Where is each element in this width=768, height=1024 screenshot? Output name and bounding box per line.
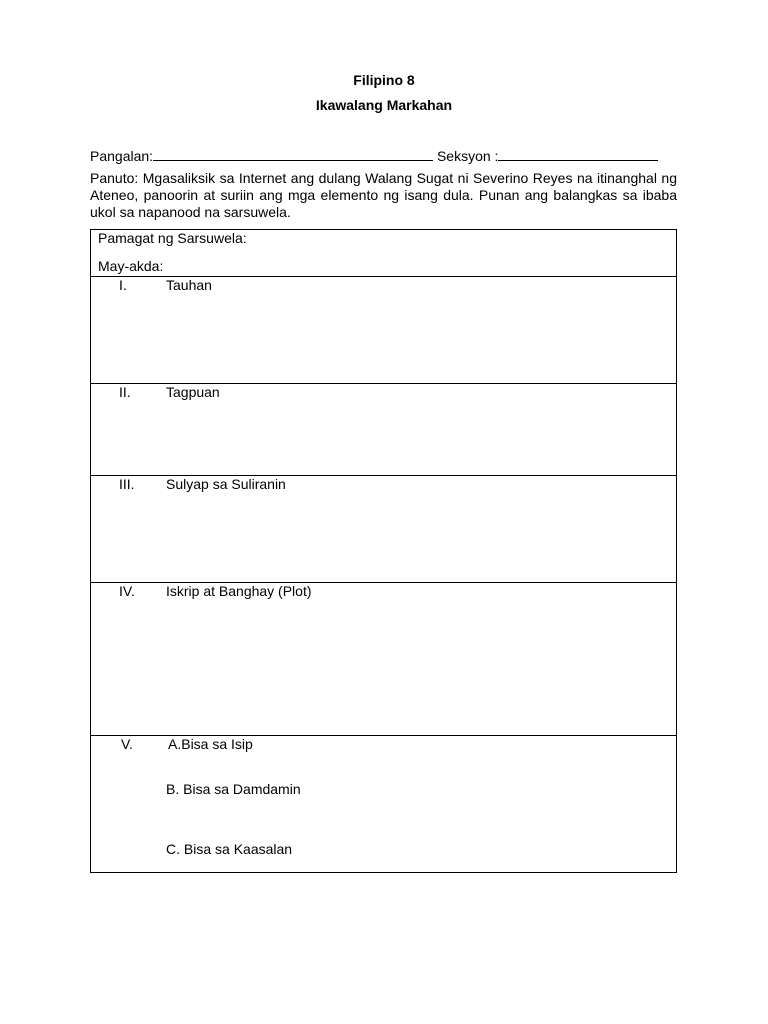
section-plot[interactable] [91,583,676,736]
author-label: May-akda: [98,258,164,274]
effect-conduct-label: C. Bisa sa Kaasalan [166,841,293,857]
section-label: Sulyap sa Suliranin [166,476,286,492]
section-label: Seksyon : [436,148,499,164]
subject-title: Filipino 8 [353,72,415,88]
section-characters[interactable] [91,277,676,384]
outline-table [90,229,677,873]
section-blank-line[interactable] [498,146,658,161]
play-title-label: Pamagat ng Sarsuwela: [98,230,247,246]
effect-emotion-label: B. Bisa sa Damdamin [166,781,301,797]
section-label: Tagpuan [166,384,220,400]
section-effects[interactable] [91,736,676,872]
section-numeral: IV. [119,583,135,599]
name-section-row [90,146,680,164]
effect-mind-label: A.Bisa sa Isip [168,736,253,752]
quarter-title: Ikawalang Markahan [315,97,453,113]
section-problem[interactable] [91,476,676,583]
section-label: Iskrip at Banghay (Plot) [166,583,312,599]
name-label: Pangalan: [90,148,154,164]
section-numeral: V. [121,736,133,752]
section-numeral: II. [119,384,131,400]
instructions-paragraph: Panuto: Mgasaliksik sa Internet ang dulang Walang Sugat ni Severino Reyes na itinanghal ng Ateneo, panoorin at suriin ang mga elemento ng isang dula. Punan ang balangkas sa ibaba ukol sa napanood na sarsuwela. [90,170,677,220]
section-setting[interactable] [91,384,676,476]
section-label: Tauhan [166,277,212,293]
name-blank-line[interactable] [153,146,433,161]
section-numeral: I. [119,277,127,293]
play-info-cell[interactable] [91,230,676,277]
section-numeral: III. [119,476,135,492]
